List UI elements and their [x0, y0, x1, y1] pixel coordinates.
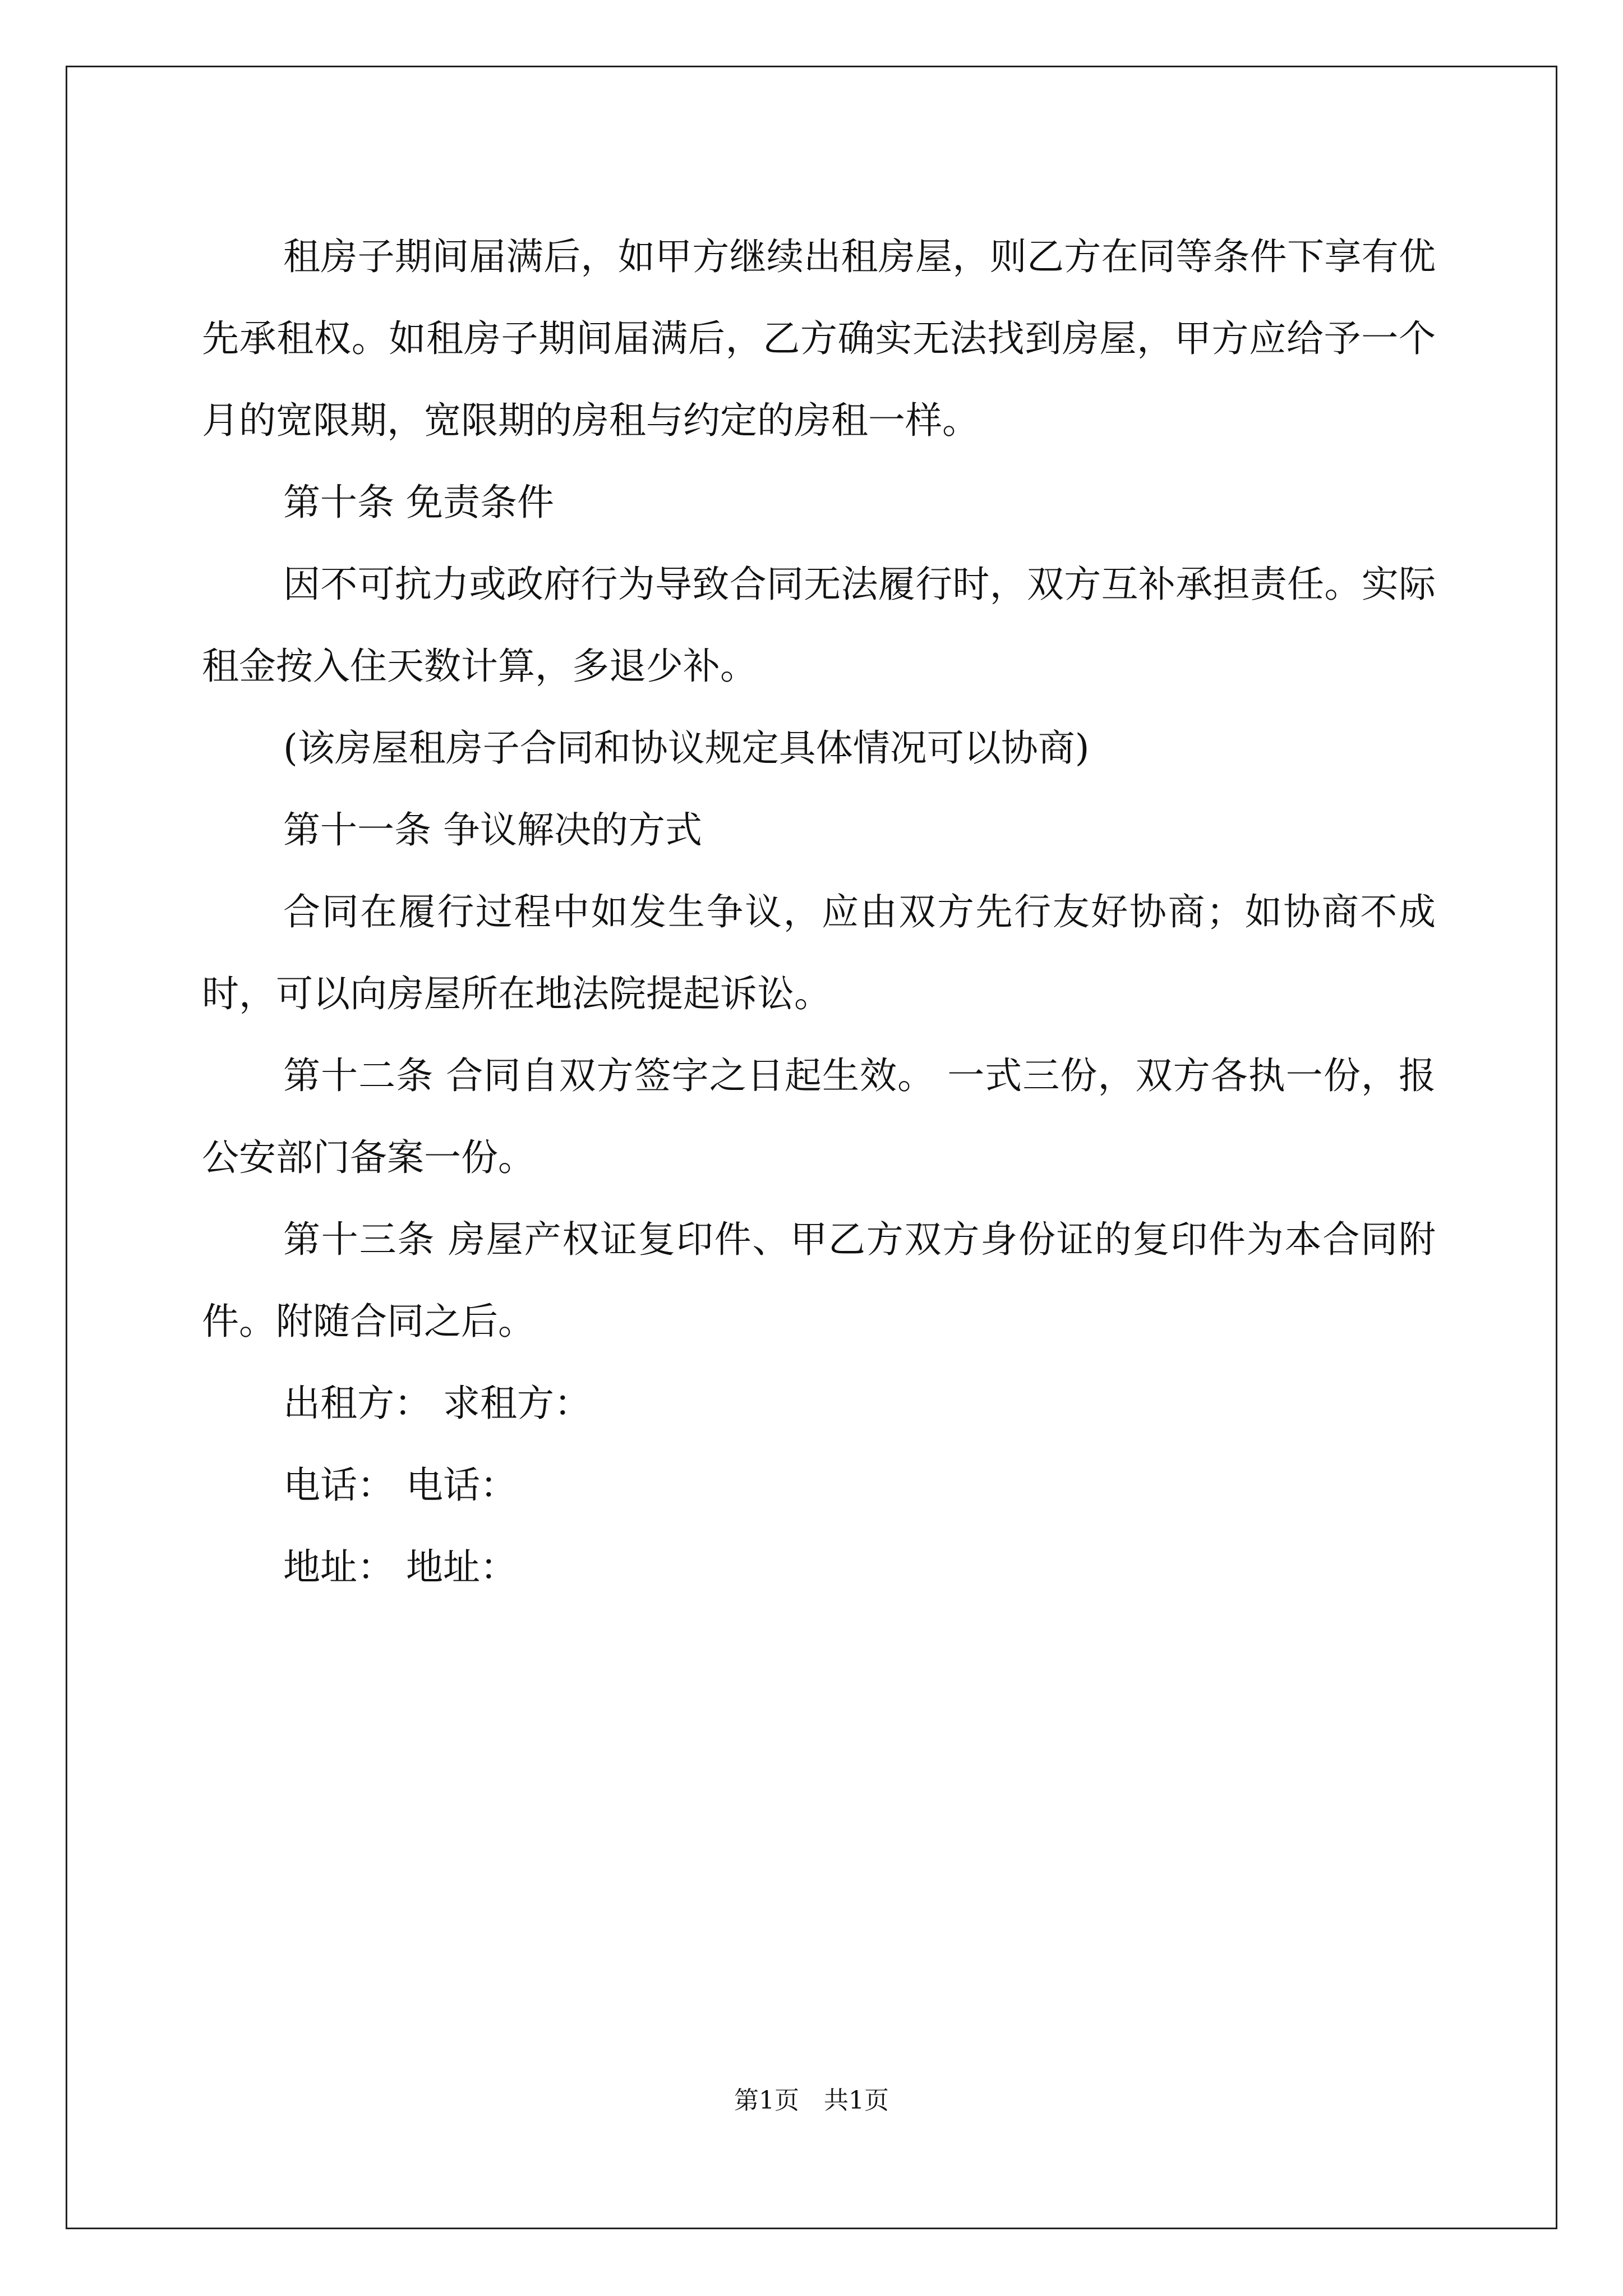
paragraph-force-majeure: 因不可抗力或政府行为导致合同无法履行时，双方互补承担责任。实际租金按入住天数计算，多退少补。 [202, 563, 1436, 688]
paragraph-dispute-resolution: 合同在履行过程中如发生争议，应由双方先行友好协商；如协商不成时，可以向房屋所在地法院提起诉讼。 [202, 890, 1436, 1015]
heading-article-10: 第十条 免责条件 [283, 481, 554, 524]
paragraph-article-13: 第十三条 房屋产权证复印件、甲乙方双方身份证的复印件为本合同附件。附随合同之后。 [202, 1218, 1436, 1343]
document-body [202, 216, 1436, 1608]
paragraph-negotiation-note: (该房屋租房子合同和协议规定具体情况可以协商) [283, 726, 1090, 770]
signature-parties-line: 出租方： 求租方： [283, 1382, 591, 1425]
signature-phone-line: 电话： 电话： [283, 1464, 517, 1507]
heading-article-11: 第十一条 争议解决的方式 [283, 808, 702, 852]
page-footer: 第1页 共1页 [734, 2086, 889, 2115]
signature-address-line: 地址： 地址： [283, 1545, 517, 1589]
paragraph-renewal-priority: 租房子期间届满后，如甲方继续出租房屋，则乙方在同等条件下享有优先承租权。如租房子期间届满后，乙方确实无法找到房屋，甲方应给予一个月的宽限期，宽限期的房租与约定的房租一样。 [202, 235, 1436, 442]
paragraph-article-12: 第十二条 合同自双方签字之日起生效。 一式三份，双方各执一份，报公安部门备案一份。 [202, 1054, 1436, 1179]
